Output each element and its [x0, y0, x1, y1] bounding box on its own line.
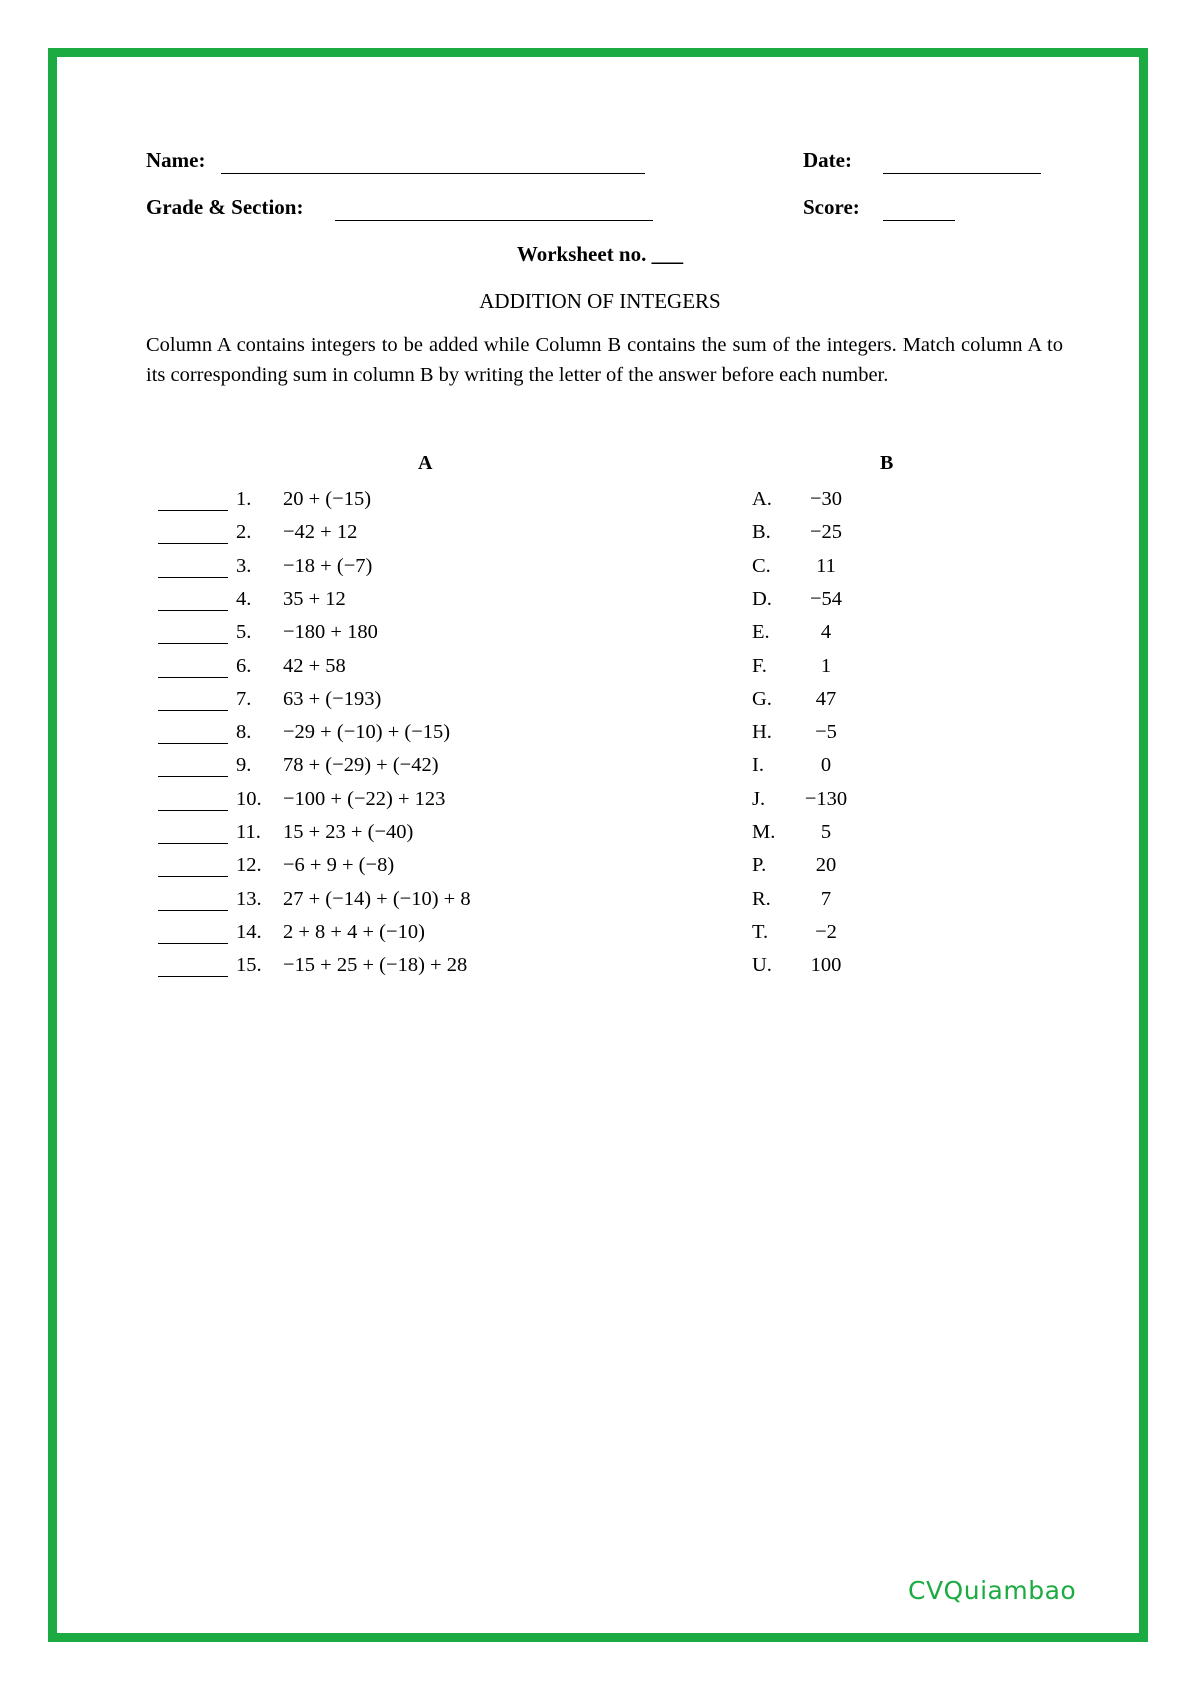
choice-value: 20 [815, 854, 837, 877]
item-number: 12. [236, 854, 262, 877]
choice-letter: P. [752, 854, 767, 877]
answer-blank[interactable] [158, 943, 228, 944]
item-number: 3. [236, 554, 252, 577]
choice-letter: J. [752, 787, 766, 810]
choice-value: −5 [815, 721, 837, 744]
item-expression: −18 + (−7) [283, 554, 373, 577]
choice-value: 47 [815, 687, 837, 710]
list-item [0, 954, 1200, 986]
answer-blank[interactable] [158, 677, 228, 678]
item-number: 5. [236, 621, 252, 644]
choice-value: −30 [809, 488, 843, 510]
answer-blank[interactable] [158, 743, 228, 744]
choice-value: 5 [820, 821, 832, 843]
choice-letter: A. [752, 488, 772, 510]
item-expression: 35 + 12 [283, 587, 346, 610]
grade-section-line[interactable] [335, 220, 653, 221]
list-item [0, 721, 1200, 753]
date-line[interactable] [883, 173, 1041, 174]
list-item [0, 788, 1200, 820]
answer-blank[interactable] [158, 543, 228, 544]
list-item [0, 854, 1200, 886]
choice-letter: I. [752, 754, 764, 777]
item-number: 14. [236, 920, 262, 943]
choice-value: 1 [820, 654, 832, 677]
answer-blank[interactable] [158, 710, 228, 711]
item-number: 7. [236, 687, 252, 710]
item-number: 8. [236, 721, 252, 744]
item-expression: 20 + (−15) [283, 488, 372, 510]
list-item [0, 588, 1200, 620]
choice-letter: G. [752, 687, 772, 710]
item-number: 1. [236, 488, 252, 510]
date-label: Date: [803, 148, 852, 172]
item-expression: 27 + (−14) + (−10) + 8 [283, 887, 471, 910]
list-item [0, 754, 1200, 786]
item-number: 11. [236, 821, 261, 843]
choice-value: 11 [816, 554, 836, 577]
answer-blank[interactable] [158, 876, 228, 877]
choice-value: −54 [809, 587, 843, 610]
item-expression: −29 + (−10) + (−15) [283, 721, 451, 744]
choice-letter: R. [752, 887, 771, 910]
answer-blank[interactable] [158, 776, 228, 777]
answer-blank[interactable] [158, 910, 228, 911]
item-number: 10. [236, 787, 262, 810]
list-item [0, 888, 1200, 920]
list-item [0, 521, 1200, 553]
choice-letter: M. [752, 821, 776, 843]
list-item [0, 555, 1200, 587]
score-line[interactable] [883, 220, 955, 221]
item-expression: 63 + (−193) [283, 687, 382, 710]
choice-letter: B. [752, 521, 771, 544]
column-a-heading: A [418, 452, 433, 474]
choice-value: −130 [804, 787, 848, 810]
item-expression: −6 + 9 + (−8) [283, 854, 395, 877]
choice-letter: T. [752, 920, 769, 943]
list-item [0, 488, 1200, 520]
item-number: 15. [236, 954, 262, 977]
item-expression: −42 + 12 [283, 521, 358, 544]
list-item [0, 688, 1200, 720]
list-item [0, 821, 1200, 853]
item-expression: 15 + 23 + (−40) [283, 821, 414, 843]
answer-blank[interactable] [158, 976, 228, 977]
score-label: Score: [803, 195, 860, 219]
choice-letter: D. [752, 587, 772, 610]
name-label: Name: [146, 148, 206, 172]
item-expression: −15 + 25 + (−18) + 28 [283, 954, 468, 977]
author-watermark: CVQuiambao [908, 1576, 1077, 1605]
choice-value: 4 [820, 621, 832, 644]
item-expression: 42 + 58 [283, 654, 346, 677]
choice-value: 0 [820, 754, 832, 777]
choice-value: −25 [809, 521, 843, 544]
list-item [0, 921, 1200, 953]
choice-letter: F. [752, 654, 767, 677]
item-number: 13. [236, 887, 262, 910]
choice-value: 100 [810, 954, 842, 977]
answer-blank[interactable] [158, 843, 228, 844]
column-b-heading: B [880, 452, 894, 474]
worksheet-number: Worksheet no. ___ [516, 242, 684, 266]
name-line[interactable] [221, 173, 645, 174]
list-item [0, 655, 1200, 687]
item-number: 6. [236, 654, 252, 677]
answer-blank[interactable] [158, 643, 228, 644]
item-number: 2. [236, 521, 252, 544]
answer-blank[interactable] [158, 610, 228, 611]
choice-letter: U. [752, 954, 772, 977]
item-expression: 78 + (−29) + (−42) [283, 754, 439, 777]
item-number: 9. [236, 754, 252, 777]
item-expression: −180 + 180 [283, 621, 378, 644]
choice-letter: H. [752, 721, 772, 744]
worksheet-title: ADDITION OF INTEGERS [479, 289, 721, 313]
choice-letter: C. [752, 554, 771, 577]
item-expression: 2 + 8 + 4 + (−10) [283, 920, 425, 943]
item-number: 4. [236, 587, 252, 610]
answer-blank[interactable] [158, 510, 228, 511]
list-item [0, 621, 1200, 653]
choice-value: −2 [815, 920, 837, 943]
answer-blank[interactable] [158, 810, 228, 811]
item-expression: −100 + (−22) + 123 [283, 787, 446, 810]
grade-section-label: Grade & Section: [146, 195, 304, 219]
choice-letter: E. [752, 621, 770, 644]
answer-blank[interactable] [158, 577, 228, 578]
instructions: Column A contains integers to be added while Column B contains the sum of the integers. Match column A to its corresponding sum in column B by writing the letter of the answer before each number. [146, 334, 1063, 386]
choice-value: 7 [820, 887, 832, 910]
